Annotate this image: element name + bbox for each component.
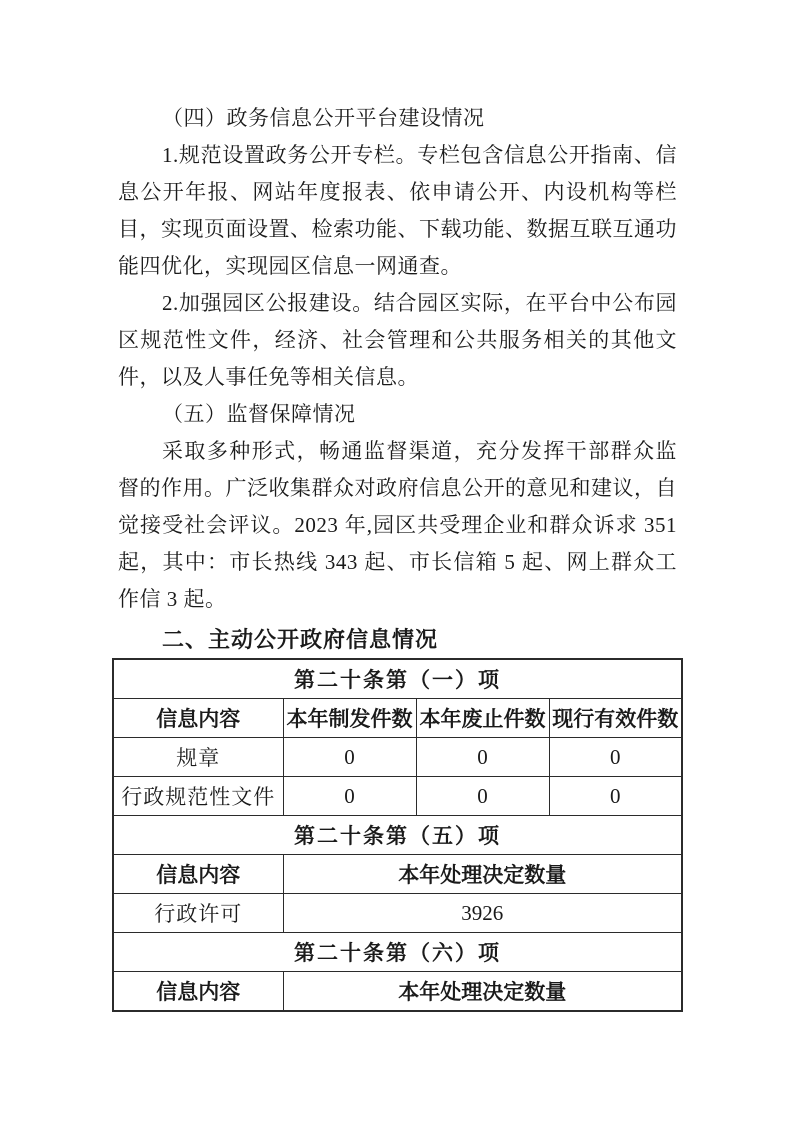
table-row — [113, 659, 682, 699]
table-section1-title: 第二十条第（一）项 — [113, 659, 682, 699]
section-heading-active-disclosure: 二、主动公开政府信息情况 — [162, 627, 439, 652]
paragraph-supervision: 采取多种形式，畅通监督渠道，充分发挥干部群众监督的作用。广泛收集群众对政府信息公开的意见和建议，自觉接受社会评议。2023 年,园区共受理企业和群众诉求 351 起，其中：市长热线 343 起、市长信箱 5 起、网上群众工作信 3 起。 — [118, 439, 677, 611]
column-header-effective: 现行有效件数 — [549, 699, 682, 738]
value-cell: 0 — [416, 777, 549, 816]
paragraph-gazette: 2.加强园区公报建设。结合园区实际，在平台中公布园区规范性文件，经济、社会管理和公共服务相关的其他文件，以及人事任免等相关信息。 — [118, 291, 677, 389]
column-header-decisions: 本年处理决定数量 — [283, 972, 682, 1012]
value-cell: 3926 — [283, 894, 682, 933]
column-header-content: 信息内容 — [113, 972, 283, 1012]
value-cell: 0 — [549, 777, 682, 816]
column-header-abolished: 本年废止件数 — [416, 699, 549, 738]
row-label-administrative-license: 行政许可 — [113, 894, 283, 933]
value-cell: 0 — [549, 738, 682, 777]
column-header-issued: 本年制发件数 — [283, 699, 416, 738]
table-row — [113, 855, 682, 894]
table-section3-title: 第二十条第（六）项 — [113, 933, 682, 972]
value-cell: 0 — [283, 777, 416, 816]
value-cell: 0 — [416, 738, 549, 777]
table-row — [113, 699, 682, 738]
column-header-content: 信息内容 — [113, 855, 283, 894]
column-header-content: 信息内容 — [113, 699, 283, 738]
table-row — [113, 972, 682, 1012]
value-cell: 0 — [283, 738, 416, 777]
subsection-heading-5: （五）监督保障情况 — [162, 402, 356, 426]
table-row — [113, 738, 682, 777]
subsection-heading-4: （四）政务信息公开平台建设情况 — [162, 106, 485, 130]
disclosure-table — [112, 658, 683, 1012]
column-header-decisions: 本年处理决定数量 — [283, 855, 682, 894]
table-row — [113, 933, 682, 972]
row-label-normative-documents: 行政规范性文件 — [113, 777, 283, 816]
document-body — [118, 100, 677, 659]
table-row — [113, 894, 682, 933]
table-row — [113, 777, 682, 816]
row-label-regulations: 规章 — [113, 738, 283, 777]
paragraph-platform-column: 1.规范设置政务公开专栏。专栏包含信息公开指南、信息公开年报、网站年度报表、依申请公开、内设机构等栏目，实现页面设置、检索功能、下载功能、数据互联互通功能四优化，实现园区信息一网通查。 — [118, 143, 677, 278]
table-section2-title: 第二十条第（五）项 — [113, 816, 682, 855]
table-row — [113, 816, 682, 855]
